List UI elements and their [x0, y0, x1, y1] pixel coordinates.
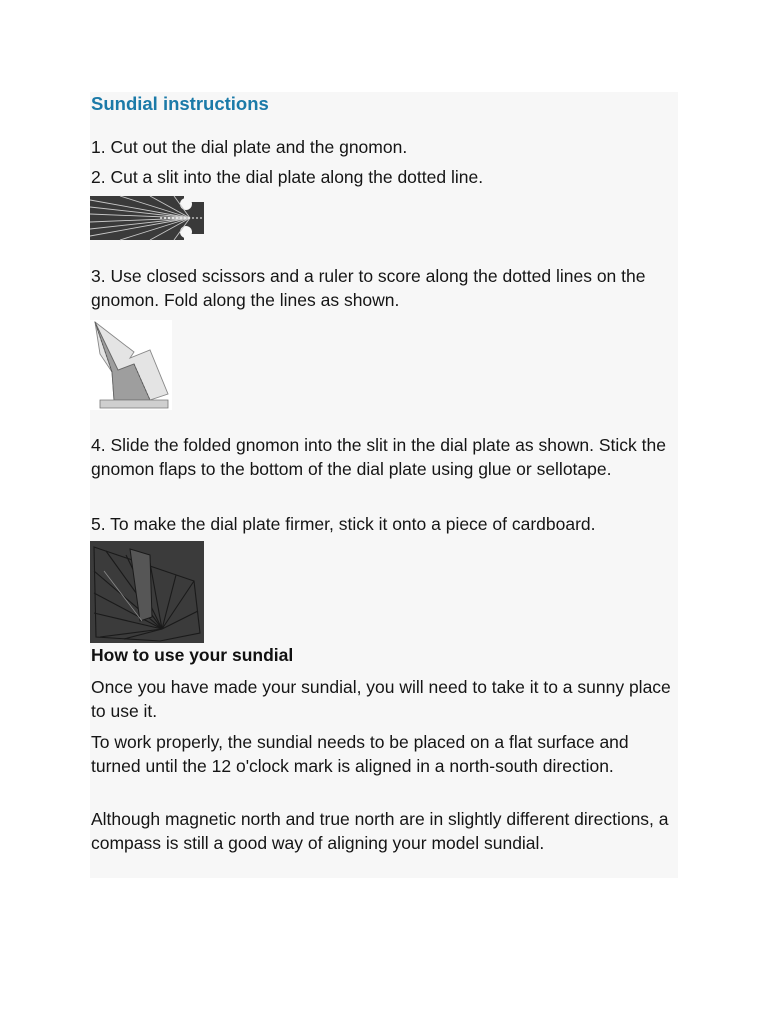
- assembled-sundial-figure: [90, 541, 204, 643]
- usage-heading: How to use your sundial: [91, 645, 294, 665]
- dial-plate-slit-figure: [90, 194, 206, 242]
- folded-gnomon-figure: [90, 320, 172, 410]
- step-2: 2. Cut a slit into the dial plate along the dotted line.: [91, 167, 484, 187]
- step-4: 4. Slide the folded gnomon into the slit in the dial plate as shown. Stick the gnomon flaps to the bottom of the dial plate using glue or sellotape.: [91, 435, 666, 479]
- page-title: Sundial instructions: [91, 93, 269, 114]
- step-3: 3. Use closed scissors and a ruler to score along the dotted lines on the gnomon. Fold along the lines as shown.: [91, 266, 646, 310]
- usage-paragraph-2: To work properly, the sundial needs to be placed on a flat surface and turned until the 12 o'clock mark is aligned in a north-south direction.: [91, 732, 629, 776]
- usage-paragraph-1: Once you have made your sundial, you will need to take it to a sunny place to use it.: [91, 677, 671, 721]
- step-5: 5. To make the dial plate firmer, stick it onto a piece of cardboard.: [91, 514, 596, 534]
- step-1: 1. Cut out the dial plate and the gnomon.: [91, 137, 408, 157]
- usage-paragraph-3: Although magnetic north and true north are in slightly different directions, a compass is still a good way of aligning your model sundial.: [91, 809, 669, 853]
